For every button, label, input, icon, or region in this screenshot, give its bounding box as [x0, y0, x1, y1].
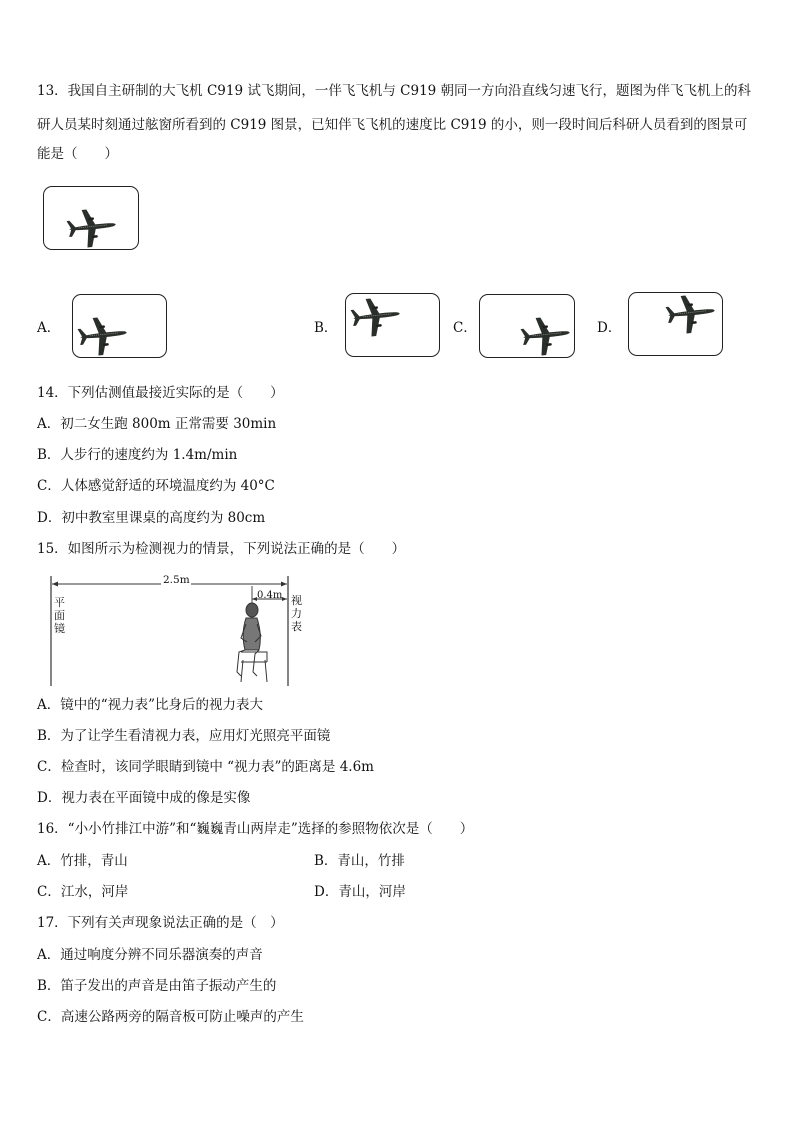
- q13-option-a-window[interactable]: [72, 294, 167, 358]
- airplane-icon: [73, 295, 168, 359]
- q13-option-c-label[interactable]: C．: [453, 320, 477, 336]
- q13-option-d-window[interactable]: [628, 292, 723, 356]
- q17-stem: 17．下列有关声现象说法正确的是（ ）: [37, 915, 284, 931]
- q16-option-b[interactable]: B．青山，竹排: [314, 853, 405, 869]
- q13-reference-window: [43, 186, 139, 250]
- q14-option-b[interactable]: B．人步行的速度约为 1.4m/min: [37, 447, 238, 463]
- q13-option-d-label[interactable]: D．: [597, 320, 622, 336]
- q17-option-c[interactable]: C．高速公路两旁的隔音板可防止噪声的产生: [37, 1009, 304, 1025]
- q15-option-b[interactable]: B．为了让学生看清视力表，应用灯光照亮平面镜: [37, 728, 331, 744]
- q15-dist-near: 0.4m: [257, 590, 283, 601]
- q15-chart-label: 视力表: [291, 594, 302, 633]
- q15-option-c[interactable]: C．检查时，该同学眼睛到镜中 “视力表”的距离是 4.6m: [37, 759, 374, 775]
- q16-stem: 16．“小小竹排江中游”和“巍巍青山两岸走”选择的参照物依次是（ ）: [37, 821, 474, 837]
- q14-stem: 14．下列估测值最接近实际的是（ ）: [37, 385, 284, 401]
- q15-mirror-label: 平面镜: [54, 596, 65, 635]
- q13-line1: 13．我国自主研制的大飞机 C919 试飞期间，一伴飞飞机与 C919 朝同一方向沿直线匀速飞行，题图为伴飞飞机上的科: [37, 83, 752, 99]
- q16-option-a[interactable]: A．竹排，青山: [37, 853, 128, 869]
- q13-option-b-label[interactable]: B．: [314, 320, 338, 336]
- q16-option-d[interactable]: D．青山，河岸: [314, 884, 406, 900]
- q15-option-d[interactable]: D．视力表在平面镜中成的像是实像: [37, 790, 251, 806]
- q13-line3: 能是（ ）: [37, 146, 118, 162]
- q15-dist-total: 2.5m: [163, 574, 190, 586]
- q13-option-a-label[interactable]: A．: [37, 320, 61, 336]
- q14-option-c[interactable]: C．人体感觉舒适的环境温度约为 40°C: [37, 478, 275, 494]
- q17-option-b[interactable]: B．笛子发出的声音是由笛子振动产生的: [37, 978, 277, 994]
- q17-option-a[interactable]: A．通过响度分辨不同乐器演奏的声音: [37, 947, 263, 963]
- airplane-icon: [480, 295, 576, 359]
- airplane-icon: [44, 187, 140, 251]
- q14-option-a[interactable]: A．初二女生跑 800m 正常需要 30min: [37, 416, 277, 432]
- q15-option-a[interactable]: A．镜中的“视力表”比身后的视力表大: [37, 697, 264, 713]
- q13-line2: 研人员某时刻通过舷窗所看到的 C919 图景，已知伴飞飞机的速度比 C919 的小，则一段时间后科研人员看到的图景可: [37, 117, 748, 133]
- q15-figure: [45, 572, 310, 688]
- q13-option-c-window[interactable]: [479, 294, 575, 358]
- q13-option-b-window[interactable]: [345, 293, 440, 357]
- q15-stem: 15．如图所示为检测视力的情景，下列说法正确的是（ ）: [37, 541, 406, 557]
- airplane-icon: [346, 294, 441, 358]
- q14-option-d[interactable]: D．初中教室里课桌的高度约为 80cm: [37, 510, 266, 526]
- q16-option-c[interactable]: C．江水，河岸: [37, 884, 129, 900]
- airplane-icon: [629, 293, 724, 357]
